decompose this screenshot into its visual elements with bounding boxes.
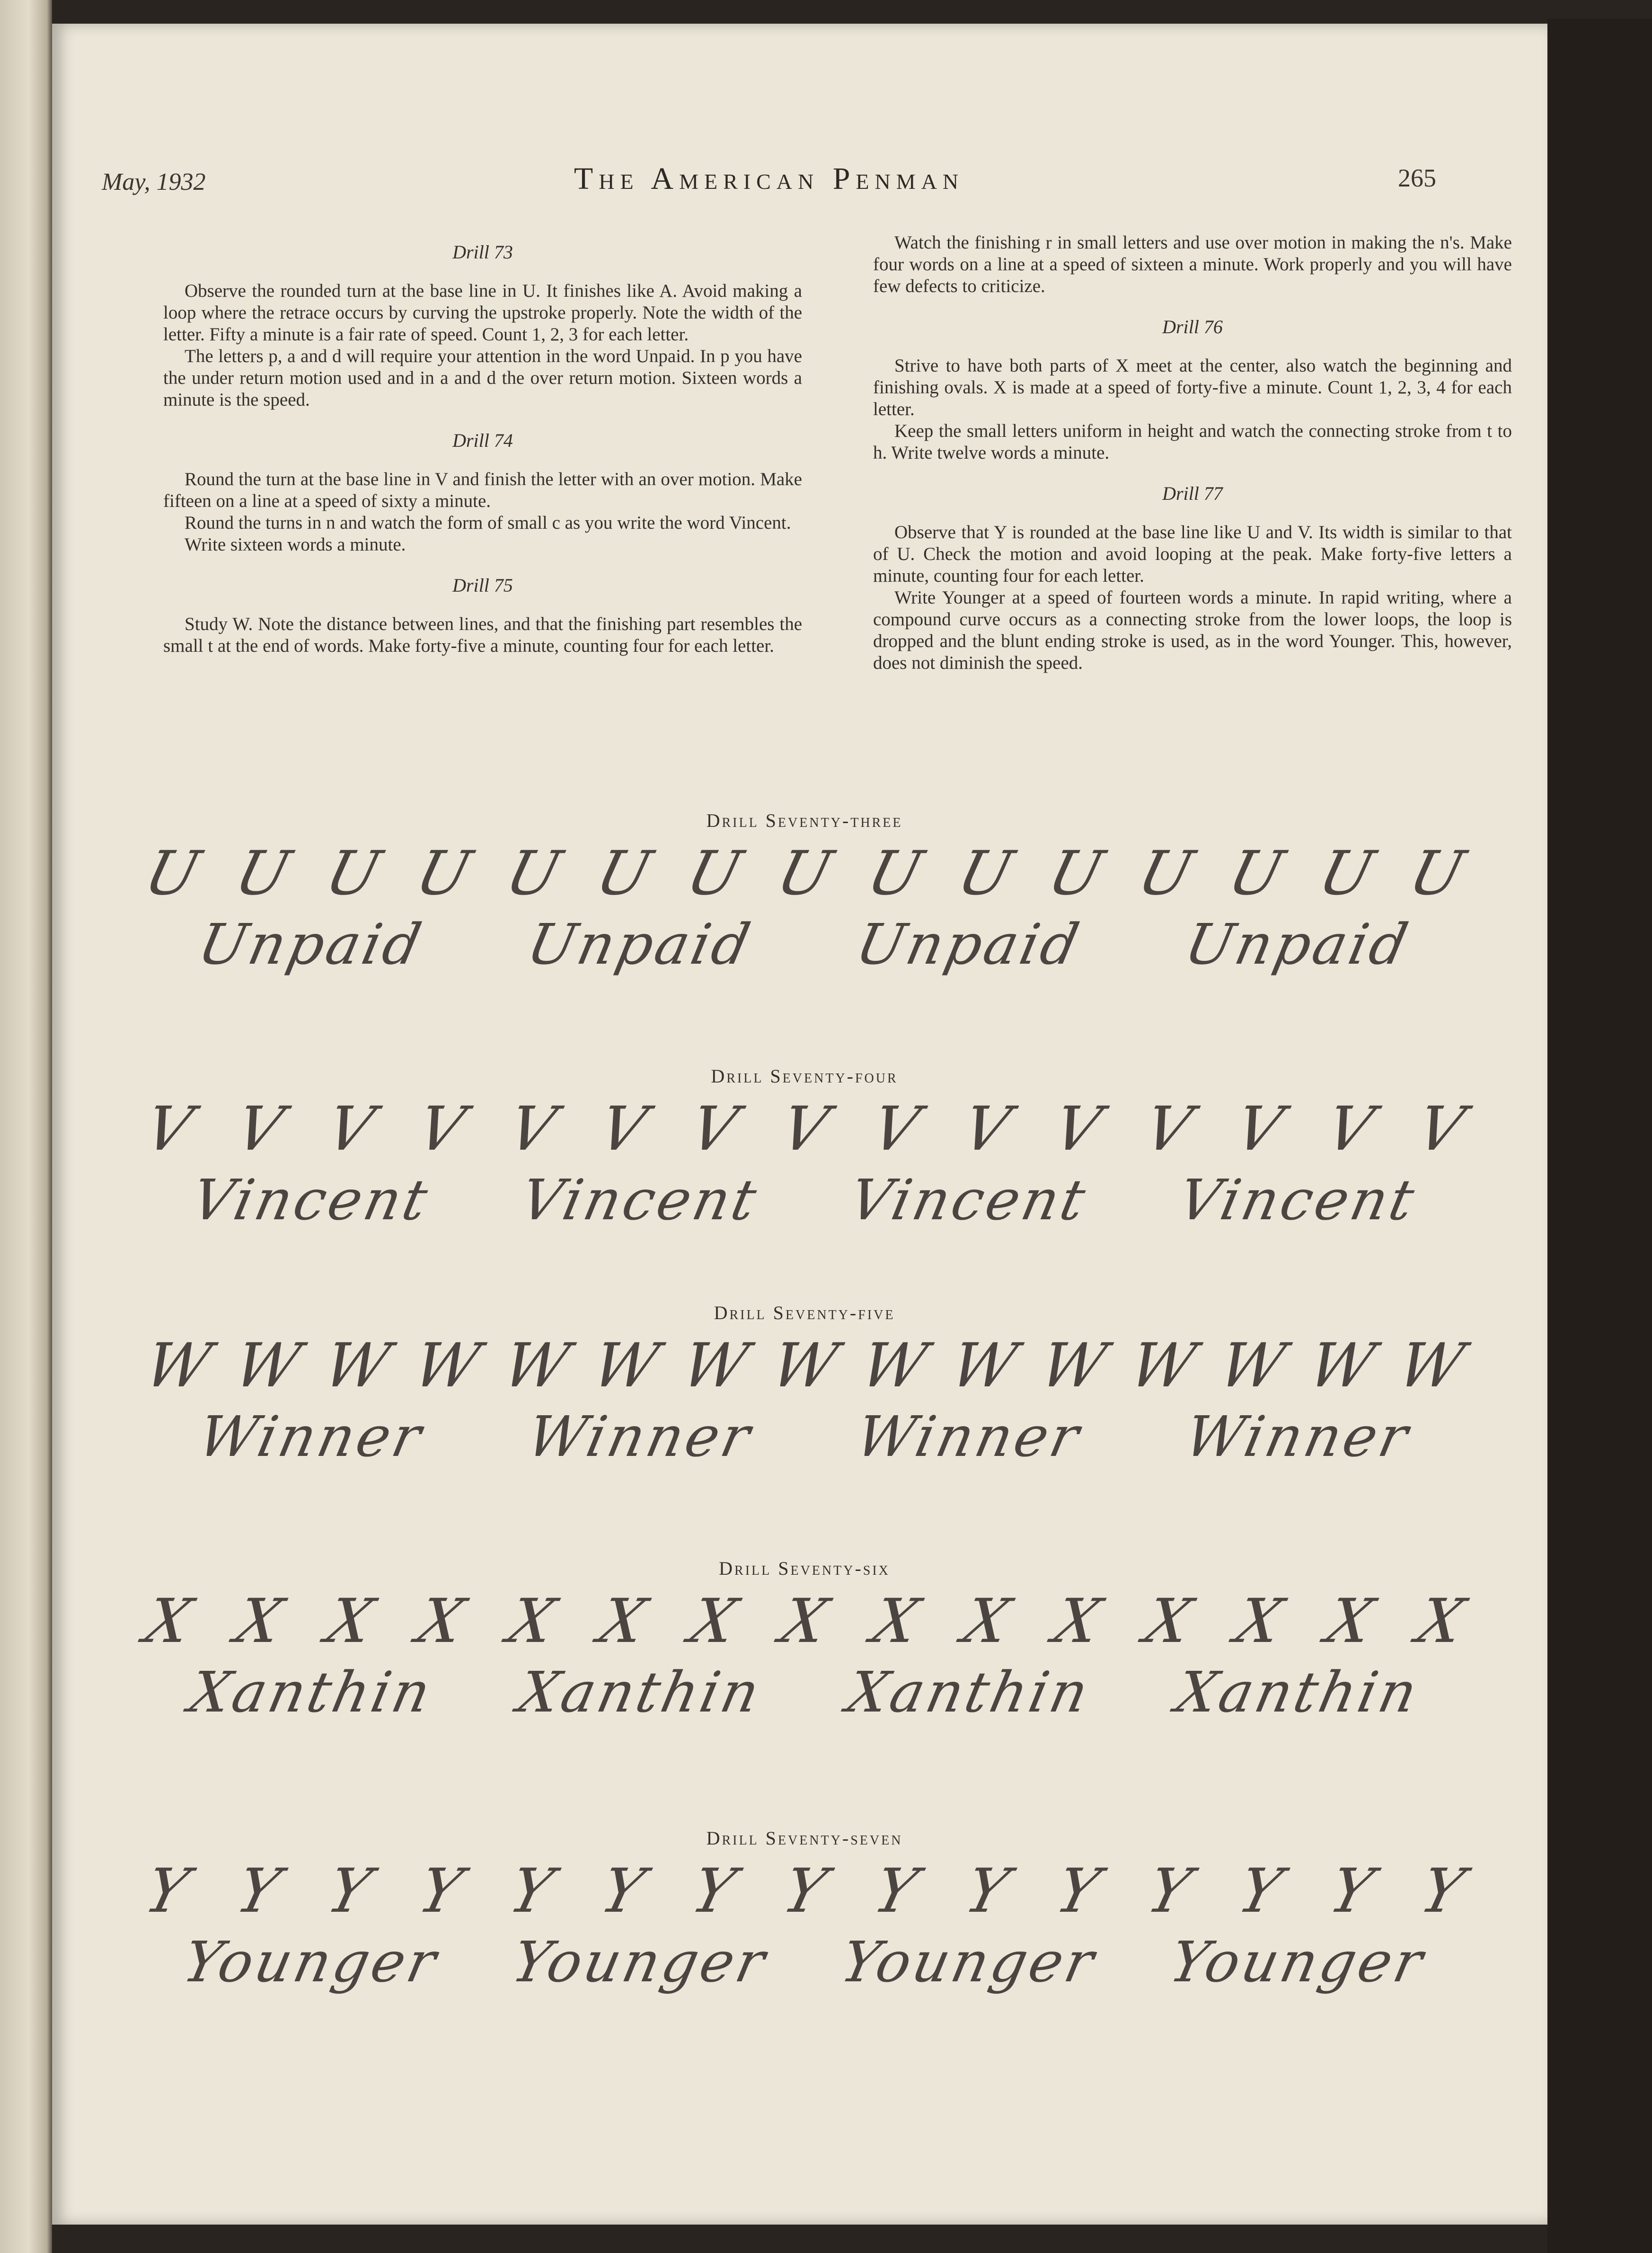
- script-letter: V: [865, 1093, 926, 1164]
- script-letter: W: [1122, 1330, 1203, 1401]
- letter-practice-row: [138, 1586, 1471, 1657]
- script-word: Unpaid: [1179, 912, 1416, 977]
- script-letter: X: [1138, 1586, 1199, 1657]
- script-word: Unpaid: [850, 912, 1087, 977]
- script-letter: W: [854, 1330, 934, 1401]
- script-letter: U: [680, 838, 749, 909]
- script-letter: V: [955, 1093, 1017, 1164]
- script-letter: V: [1409, 1093, 1471, 1164]
- script-letter: X: [1228, 1586, 1290, 1657]
- script-letter: V: [1137, 1093, 1199, 1164]
- script-letter: X: [865, 1586, 926, 1657]
- script-letter: W: [675, 1330, 755, 1401]
- script-letter: V: [1319, 1093, 1380, 1164]
- letter-practice-row: [138, 1855, 1471, 1926]
- word-practice-row: [147, 909, 1462, 980]
- script-letter: W: [585, 1330, 665, 1401]
- script-word: Xanthin: [512, 1659, 768, 1725]
- script-letter: W: [138, 1330, 218, 1401]
- script-letter: Y: [684, 1855, 742, 1926]
- drill-section: [138, 1065, 1471, 1235]
- script-letter: W: [1212, 1330, 1292, 1401]
- script-letter: U: [1221, 838, 1290, 909]
- drill-heading: Drill 74: [452, 430, 513, 451]
- script-letter: X: [774, 1586, 835, 1657]
- script-letter: V: [1046, 1093, 1108, 1164]
- script-letter: U: [1402, 838, 1471, 909]
- drill-paragraph: Write sixteen words a minute.: [185, 534, 406, 555]
- script-letter: X: [683, 1586, 744, 1657]
- script-letter: U: [409, 838, 478, 909]
- script-word: Younger: [506, 1929, 774, 1995]
- script-letter: Y: [958, 1855, 1016, 1926]
- script-word: Xanthin: [841, 1659, 1096, 1725]
- script-letter: Y: [1140, 1855, 1198, 1926]
- script-letter: Y: [411, 1855, 469, 1926]
- drill-paragraph: Keep the small letters uniform in height and watch the connecting stroke from t to h. Write twelve words a minute.: [873, 421, 1512, 463]
- header-date: May, 1932: [102, 169, 206, 195]
- script-letter: V: [592, 1093, 654, 1164]
- section-title: Drill Seventy-five: [714, 1302, 895, 1323]
- script-letter: U: [1131, 838, 1200, 909]
- script-word: Vincent: [844, 1167, 1094, 1233]
- script-letter: W: [317, 1330, 397, 1401]
- script-letter: U: [1041, 838, 1110, 909]
- script-letter: Y: [138, 1855, 196, 1926]
- script-word: Younger: [835, 1929, 1103, 1995]
- script-word: Unpaid: [521, 912, 759, 977]
- script-letter: X: [1410, 1586, 1471, 1657]
- page-number: 265: [1398, 164, 1436, 192]
- drill-section: [138, 1827, 1471, 1997]
- word-practice-row: [147, 1164, 1462, 1235]
- script-letter: V: [683, 1093, 744, 1164]
- script-letter: Y: [1322, 1855, 1380, 1926]
- script-word: Winner: [850, 1404, 1087, 1469]
- scan-background: [1547, 19, 1652, 2253]
- drill-paragraph: Write Younger at a speed of fourteen words a minute. In rapid writing, where a compound curve occurs as a connecting stroke from the lower loops, the loop is dropped and the blunt ending stroke is used, as in the word Younger. This, however, does not diminish the speed.: [873, 587, 1512, 673]
- script-letter: U: [860, 838, 929, 909]
- script-letter: Y: [320, 1855, 378, 1926]
- drill-section: [138, 1557, 1471, 1728]
- drill-heading: Drill 75: [452, 575, 513, 596]
- book-spine: [0, 0, 52, 2253]
- script-letter: W: [943, 1330, 1024, 1401]
- letter-practice-row: [138, 1330, 1471, 1401]
- section-title: Drill Seventy-six: [719, 1558, 890, 1579]
- script-word: Xanthin: [184, 1659, 439, 1725]
- script-letter: W: [1033, 1330, 1113, 1401]
- script-letter: X: [1047, 1586, 1108, 1657]
- page-header: [102, 159, 1436, 215]
- drill-paragraph: The letters p, a and d will require your attention in the word Unpaid. In p you have the under return motion used and in a and d the over return motion. Sixteen words a minute is the speed.: [163, 346, 802, 410]
- script-letter: W: [496, 1330, 576, 1401]
- script-word: Younger: [177, 1929, 445, 1995]
- script-word: Winner: [1179, 1404, 1416, 1469]
- script-word: Vincent: [515, 1167, 765, 1233]
- script-letter: X: [501, 1586, 562, 1657]
- script-letter: W: [764, 1330, 845, 1401]
- script-letter: V: [138, 1093, 200, 1164]
- section-title: Drill Seventy-three: [706, 810, 903, 831]
- script-letter: Y: [502, 1855, 560, 1926]
- script-word: Xanthin: [1170, 1659, 1425, 1725]
- script-letter: Y: [593, 1855, 651, 1926]
- section-title: Drill Seventy-four: [711, 1065, 898, 1087]
- drill-paragraph: Study W. Note the distance between lines, and that the finishing part resembles the small t at the end of words. Make forty-five a minute, counting four for each letter.: [163, 614, 802, 656]
- drill-heading: Drill 77: [1162, 483, 1223, 504]
- script-letter: Y: [1231, 1855, 1289, 1926]
- script-letter: V: [774, 1093, 835, 1164]
- drill-section: [138, 809, 1471, 980]
- right-text-column: [873, 232, 1512, 674]
- script-letter: U: [951, 838, 1020, 909]
- drill-section: [138, 1302, 1471, 1472]
- script-letter: X: [410, 1586, 471, 1657]
- script-letter: X: [1319, 1586, 1380, 1657]
- script-letter: V: [1228, 1093, 1290, 1164]
- script-letter: U: [589, 838, 658, 909]
- script-word: Winner: [193, 1404, 430, 1469]
- script-letter: V: [319, 1093, 381, 1164]
- word-practice-row: [147, 1926, 1462, 1997]
- left-text-column: [163, 232, 802, 657]
- letter-practice-row: [138, 1093, 1471, 1164]
- script-letter: U: [228, 838, 297, 909]
- script-letter: X: [319, 1586, 380, 1657]
- script-letter: U: [138, 838, 207, 909]
- script-letter: Y: [1049, 1855, 1107, 1926]
- word-practice-row: [147, 1657, 1462, 1728]
- script-letter: X: [955, 1586, 1017, 1657]
- drill-heading: Drill 73: [452, 241, 513, 263]
- script-letter: X: [138, 1586, 199, 1657]
- drill-paragraph: Observe the rounded turn at the base line in U. It finishes like A. Avoid making a loop where the retrace occurs by curving the upstroke properly. Note the width of the letter. Fifty a minute is a fair rate of speed. Count 1, 2, 3 for each letter.: [163, 281, 802, 345]
- script-letter: X: [229, 1586, 290, 1657]
- drill-paragraph: Round the turn at the base line in V and finish the letter with an over motion. Make fifteen on a line at a speed of sixty a minute.: [163, 469, 802, 511]
- drill-paragraph: Watch the finishing r in small letters and use over motion in making the n's. Make four words on a line at a speed of sixteen a minute. Work properly and you will have few defects to criticize.: [873, 232, 1512, 296]
- script-letter: U: [318, 838, 388, 909]
- script-letter: X: [592, 1586, 654, 1657]
- script-letter: Y: [866, 1855, 925, 1926]
- drill-paragraph: Observe that Y is rounded at the base line like U and V. Its width is similar to that of U. Check the motion and avoid looping at the peak. Make forty-five letters a minute, counting four for each letter.: [873, 522, 1512, 586]
- script-word: Vincent: [186, 1167, 436, 1233]
- script-letter: V: [410, 1093, 472, 1164]
- script-letter: U: [770, 838, 839, 909]
- script-letter: V: [501, 1093, 563, 1164]
- script-letter: W: [406, 1330, 486, 1401]
- letter-practice-row: [138, 838, 1471, 909]
- drill-paragraph: Round the turns in n and watch the form of small c as you write the word Vincent.: [185, 513, 791, 533]
- section-title: Drill Seventy-seven: [706, 1827, 903, 1849]
- script-letter: U: [1312, 838, 1381, 909]
- script-letter: V: [229, 1093, 290, 1164]
- script-letter: Y: [776, 1855, 833, 1926]
- script-word: Unpaid: [193, 912, 430, 977]
- drill-paragraph: Strive to have both parts of X meet at the center, also watch the beginning and finishing ovals. X is made at a speed of forty-five a minute. Count 1, 2, 3, 4 for each letter.: [873, 355, 1512, 419]
- script-word: Younger: [1164, 1929, 1431, 1995]
- script-letter: W: [1301, 1330, 1382, 1401]
- header-title: The American Penman: [574, 161, 964, 196]
- script-letter: U: [499, 838, 568, 909]
- script-word: Winner: [521, 1404, 759, 1469]
- script-word: Vincent: [1173, 1167, 1423, 1233]
- magazine-page: [52, 24, 1547, 2225]
- word-practice-row: [147, 1401, 1462, 1472]
- drill-heading: Drill 76: [1162, 316, 1223, 337]
- script-letter: Y: [229, 1855, 287, 1926]
- script-letter: W: [227, 1330, 308, 1401]
- script-letter: Y: [1413, 1855, 1471, 1926]
- script-letter: W: [1391, 1330, 1471, 1401]
